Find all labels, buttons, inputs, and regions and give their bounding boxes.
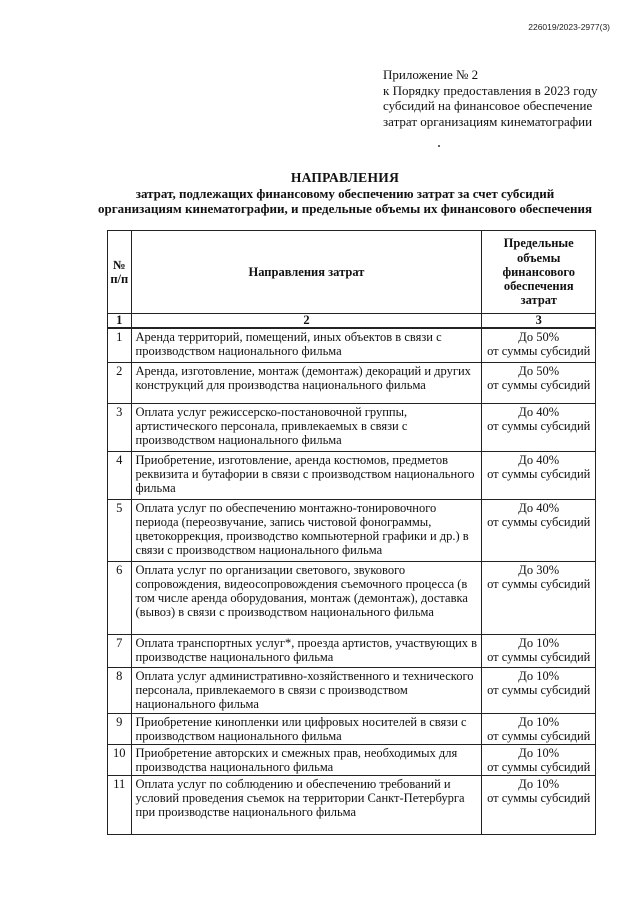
row-number: 2: [108, 362, 132, 403]
limit-percent: До 40%: [518, 500, 560, 515]
table-row: [108, 634, 596, 667]
row-direction: Оплата услуг административно-хозяйственного и технического персонала, привлекаемого в связи с производством национального фильма: [131, 667, 482, 713]
table-row: [108, 499, 596, 561]
row-number: 4: [108, 451, 132, 499]
limit-percent: До 30%: [518, 562, 560, 577]
header-direction: Направления затрат: [131, 231, 482, 314]
row-number: 8: [108, 667, 132, 713]
heading-subtitle-line: организациям кинематографии, и предельные объемы их финансового обеспечения: [98, 201, 592, 216]
appendix-line: субсидий на финансовое обеспечение: [383, 98, 593, 113]
row-direction: Оплата услуг по организации светового, звукового сопровождения, видеосопровождения съемочного процесса (в том числе аренда оборудования, монтаж (демонтаж), доставка (вывоз) в связи с производством национального фильма: [131, 561, 482, 634]
row-direction: Приобретение авторских и смежных прав, необходимых для производства национального фильма: [131, 744, 482, 775]
row-number: 7: [108, 634, 132, 667]
row-number: 1: [108, 328, 132, 362]
row-limit: [482, 451, 596, 499]
row-limit: [482, 403, 596, 451]
limit-base: от суммы субсидий: [487, 377, 591, 392]
column-number: 1: [108, 314, 132, 329]
row-limit: [482, 744, 596, 775]
limit-base: от суммы субсидий: [487, 682, 591, 697]
scan-speck: [438, 145, 440, 147]
table-row: [108, 403, 596, 451]
row-limit: [482, 362, 596, 403]
limit-base: от суммы субсидий: [487, 790, 591, 805]
limit-percent: До 10%: [518, 714, 560, 729]
row-direction: Аренда, изготовление, монтаж (демонтаж) декораций и других конструкций для производства национального фильма: [131, 362, 482, 403]
limit-percent: До 10%: [518, 668, 560, 683]
row-number: 3: [108, 403, 132, 451]
table-row: [108, 328, 596, 362]
row-number: 10: [108, 744, 132, 775]
limit-base: от суммы субсидий: [487, 344, 591, 359]
heading-subtitle-line: затрат, подлежащих финансовому обеспечению затрат за счет субсидий: [135, 185, 555, 201]
column-number: 2: [131, 314, 482, 329]
document-heading: [70, 170, 620, 217]
row-direction: Приобретение, изготовление, аренда костюмов, предметов реквизита и бутафории в связи с производством национального фильма: [131, 451, 482, 499]
row-number: 11: [108, 775, 132, 834]
limit-percent: До 10%: [518, 635, 560, 650]
header-limit: Предельные объемы финансового обеспечения затрат: [482, 231, 596, 314]
appendix-note: [383, 67, 623, 129]
limit-base: от суммы субсидий: [487, 576, 591, 591]
table-row: [108, 451, 596, 499]
row-direction: Оплата услуг по соблюдению и обеспечению требований и условий проведения съемок на территории Санкт-Петербурга при производстве национального фильма: [131, 775, 482, 834]
header-num: № п/п: [108, 231, 132, 314]
document-number: 226019/2023-2977(3): [528, 22, 610, 32]
table-row: [108, 561, 596, 634]
limit-percent: До 10%: [518, 745, 560, 760]
table-row: [108, 362, 596, 403]
row-limit: [482, 667, 596, 713]
row-number: 5: [108, 499, 132, 561]
row-direction: Оплата транспортных услуг*, проезда артистов, участвующих в производстве национального фильма: [131, 634, 482, 667]
row-direction: Аренда территорий, помещений, иных объектов в связи с производством национального фильма: [131, 328, 482, 362]
row-limit: [482, 775, 596, 834]
limit-percent: До 40%: [518, 404, 560, 419]
row-number: 6: [108, 561, 132, 634]
heading-title: НАПРАВЛЕНИЯ: [290, 170, 400, 185]
expense-directions-table: [107, 230, 596, 835]
row-direction: Оплата услуг режиссерско-постановочной группы, артистического персонала, привлекаемых в связи с производством национального фильма: [131, 403, 482, 451]
row-limit: [482, 634, 596, 667]
appendix-line: к Порядку предоставления в 2023 году: [383, 82, 598, 98]
table-row: [108, 775, 596, 834]
limit-base: от суммы субсидий: [487, 466, 591, 481]
limit-base: от суммы субсидий: [487, 514, 591, 529]
limit-base: от суммы субсидий: [487, 649, 591, 664]
row-limit: [482, 328, 596, 362]
table-row: [108, 744, 596, 775]
row-direction: Приобретение кинопленки или цифровых носителей в связи с производством национального фильма: [131, 713, 482, 744]
row-direction: Оплата услуг по обеспечению монтажно-тонировочного периода (переозвучание, запись чистовой фонограммы, цветокоррекция, производство компьютерной графики и др.) в связи с производством национального фильма: [131, 499, 482, 561]
appendix-line: Приложение № 2: [383, 67, 479, 82]
limit-percent: До 50%: [518, 363, 560, 378]
column-number: 3: [482, 314, 596, 329]
limit-base: от суммы субсидий: [487, 759, 591, 774]
limit-percent: До 10%: [518, 776, 560, 791]
limit-base: от суммы субсидий: [487, 418, 591, 433]
limit-percent: До 50%: [518, 330, 560, 344]
limit-base: от суммы субсидий: [487, 728, 591, 743]
table-row: [108, 713, 596, 744]
row-number: 9: [108, 713, 132, 744]
limit-percent: До 40%: [518, 452, 560, 467]
table-row: [108, 667, 596, 713]
appendix-line: затрат организациям кинематографии: [383, 113, 593, 129]
row-limit: [482, 713, 596, 744]
row-limit: [482, 499, 596, 561]
row-limit: [482, 561, 596, 634]
